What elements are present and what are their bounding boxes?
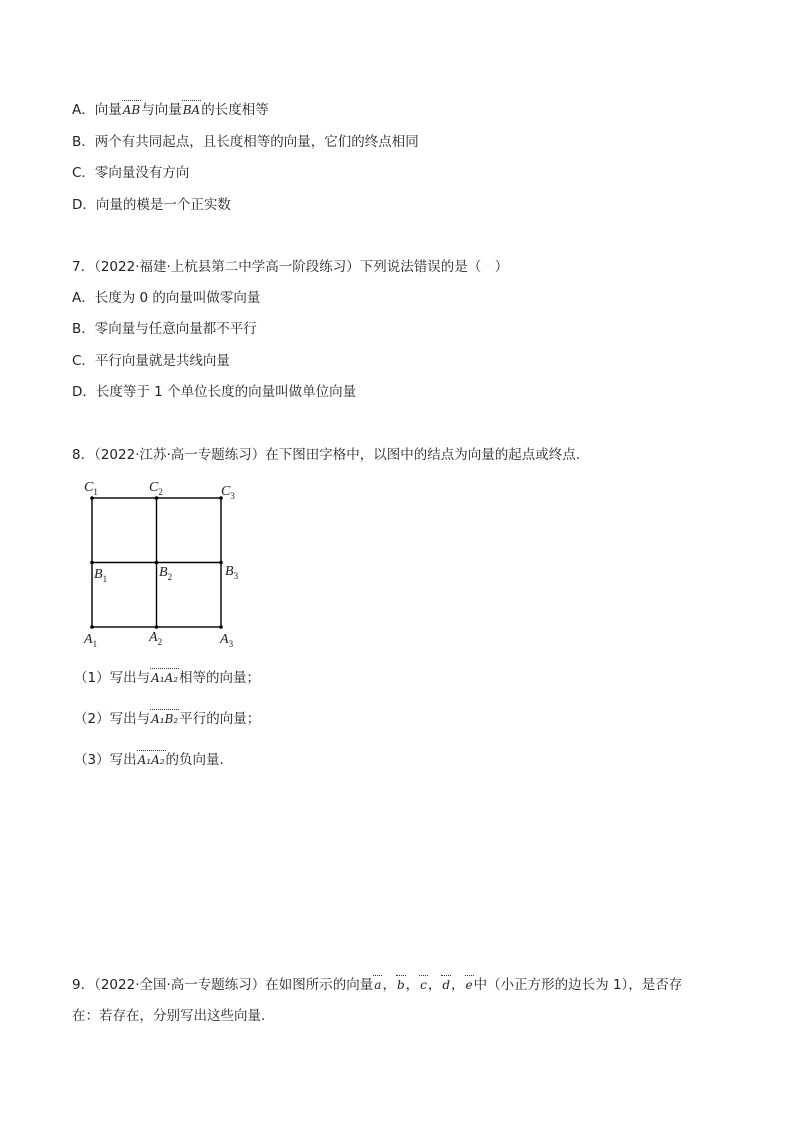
label-c3: $C_3$	[221, 484, 235, 501]
q7-option-a: A．长度为 0 的向量叫做零向量	[72, 290, 261, 306]
q9-stem-line2: 在：若存在，分别写出这些向量.	[72, 1008, 266, 1024]
node-b1	[90, 561, 94, 565]
q9-line1-prefix: 9．（2022·全国·高一专题练习）在如图所示的向量	[72, 977, 374, 993]
vector-d: d	[442, 978, 451, 992]
vector-ba: BA	[182, 103, 201, 117]
label-a1: $A_1$	[84, 632, 98, 649]
vector-a1a2-neg: A₁A₂	[137, 753, 165, 767]
q8-subquestion-2	[74, 710, 260, 728]
vector-a: a	[374, 978, 382, 992]
q8-subquestion-3	[74, 751, 224, 769]
q9-line1-suffix: 中（小正方形的边长为 1），是否存	[473, 977, 683, 993]
q8-sub1-suffix: 相等的向量；	[179, 670, 261, 686]
q6-option-b: B．两个有共同起点，且长度相等的向量，它们的终点相同	[72, 134, 419, 150]
q9-stem-line1: 9．（2022·全国·高一专题练习）在如图所示的向量a，b，c，d，e中（小正方形的边长为 1），是否存	[72, 977, 683, 993]
vector-ab: AB	[122, 103, 141, 117]
label-b3: $B_3$	[225, 564, 239, 581]
q6-option-d: D．向量的模是一个正实数	[72, 197, 231, 213]
q6-option-a-suffix: 的长度相等	[201, 102, 269, 118]
q6-option-c: C．零向量没有方向	[72, 165, 190, 181]
label-c2: $C_2$	[149, 480, 163, 497]
q8-subquestion-1	[74, 669, 260, 687]
label-b2: $B_2$	[159, 565, 173, 582]
q8-sub1-prefix: （1）写出与	[74, 670, 151, 686]
q8-stem: 8．（2022·江苏·高一专题练习）在下图田字格中，以图中的结点为向量的起点或终点.	[72, 447, 581, 463]
label-c1: $C_1$	[84, 480, 98, 497]
label-a2: $A_2$	[149, 630, 163, 647]
q7-stem: 7．（2022·福建·上杭县第二中学高一阶段练习）下列说法错误的是（ ）	[72, 259, 509, 275]
label-a3: $A_3$	[220, 632, 234, 649]
node-a1	[90, 625, 94, 629]
q7-option-b: B．零向量与任意向量都不平行	[72, 321, 257, 337]
node-b2	[155, 561, 159, 565]
q6-option-a-mid: 与向量	[141, 102, 182, 118]
q7-option-d: D．长度等于 1 个单位长度的向量叫做单位向量	[72, 384, 357, 400]
vector-a1b2: A₁B₂	[151, 712, 179, 726]
node-a3	[219, 625, 223, 629]
q8-sub2-prefix: （2）写出与	[74, 711, 151, 727]
vector-a1a2: A₁A₂	[151, 671, 179, 685]
q7-option-c: C．平行向量就是共线向量	[72, 353, 230, 369]
q6-option-a-prefix: A．向量	[72, 102, 122, 118]
node-a2	[155, 625, 159, 629]
q8-sub2-suffix: 平行的向量；	[179, 711, 261, 727]
vector-c: c	[420, 978, 427, 992]
vector-b: b	[396, 978, 405, 992]
tian-grid-figure	[72, 478, 272, 658]
node-b3	[219, 561, 223, 565]
q6-option-a	[72, 101, 269, 119]
q8-sub3-prefix: （3）写出	[74, 752, 137, 768]
label-b1: $B_1$	[94, 567, 108, 584]
vector-e: e	[465, 978, 473, 992]
q8-sub3-suffix: 的负向量.	[165, 752, 224, 768]
